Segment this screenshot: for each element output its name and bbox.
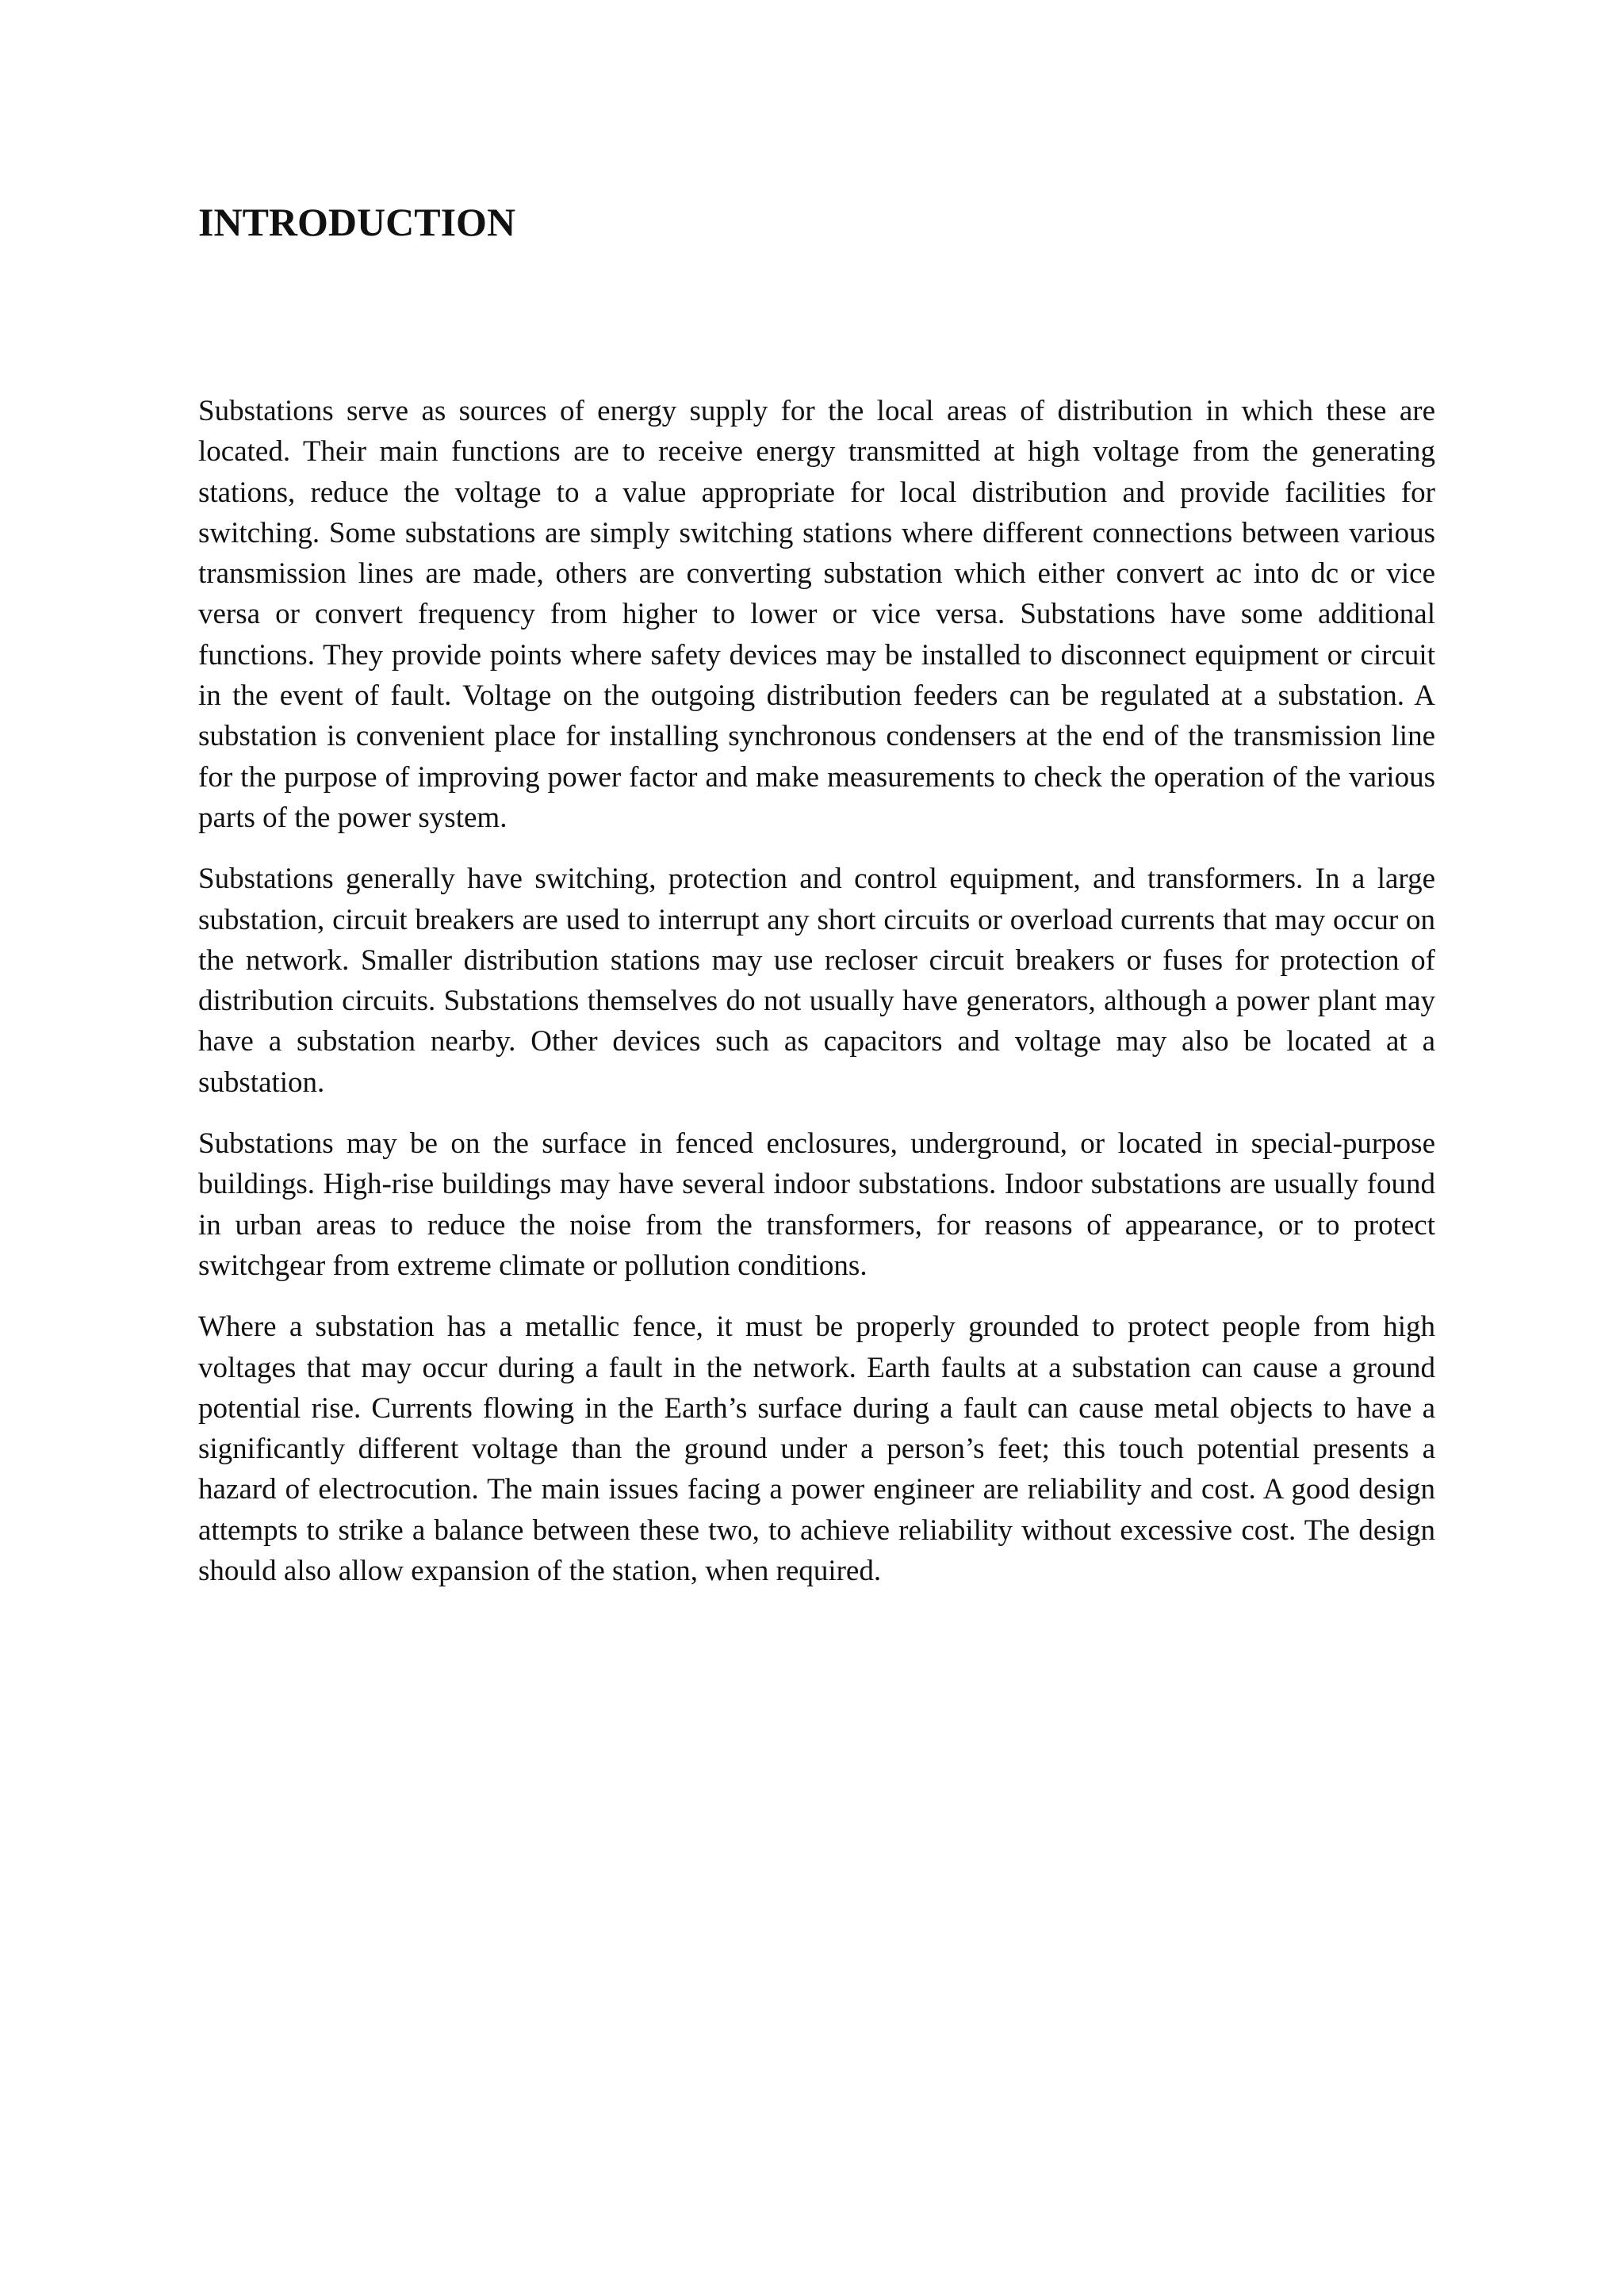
document-content xyxy=(198,198,1435,1612)
paragraph-substation-equipment: Substations generally have switching, protection and control equipment, and transformers. In a large substation, circuit breakers are used to interrupt any short circuits or overload currents that may occur on the network. Smaller distribution stations may use recloser circuit breakers or fuses for protection of distribution circuits. Substations themselves do not usually have generators, although a power plant may have a substation nearby. Other devices such as capacitors and voltage may also be located at a substation. xyxy=(198,863,1435,1099)
paragraph-substation-functions: Substations serve as sources of energy supply for the local areas of distribution in which these are located. Their main functions are to receive energy transmitted at high voltage from the generating stations, reduce the voltage to a value appropriate for local distribution and provide facilities for switching. Some substations are simply switching stations where different connections between various transmission lines are made, others are converting substation which either convert ac into dc or vice versa or convert frequency from higher to lower or vice versa. Substations have some additional functions. They provide points where safety devices may be installed to disconnect equipment or circuit in the event of fault. Voltage on the outgoing distribution feeders can be regulated at a substation. A substation is convenient place for installing synchronous condensers at the end of the transmission line for the purpose of improving power factor and make measurements to check the operation of the various parts of the power system. xyxy=(198,395,1435,834)
paragraph-grounding-and-design: Where a substation has a metallic fence, it must be properly grounded to protect people from high voltages that may occur during a fault in the network. Earth faults at a substation can cause a ground potential rise. Currents flowing in the Earth’s surface during a fault can cause metal objects to have a significantly different voltage than the ground under a person’s feet; this touch potential presents a hazard of electrocution. The main issues facing a power engineer are reliability and cost. A good design attempts to strike a balance between these two, to achieve reliability without excessive cost. The design should also allow expansion of the station, when required. xyxy=(198,1311,1435,1588)
paragraph-substation-locations: Substations may be on the surface in fenced enclosures, underground, or located in special-purpose buildings. High-rise buildings may have several indoor substations. Indoor substations are usually found in urban areas to reduce the noise from the transformers, for reasons of appearance, or to protect switchgear from extreme climate or pollution conditions. xyxy=(198,1127,1435,1282)
body-text xyxy=(198,391,1435,1591)
page-title: INTRODUCTION xyxy=(198,200,516,244)
